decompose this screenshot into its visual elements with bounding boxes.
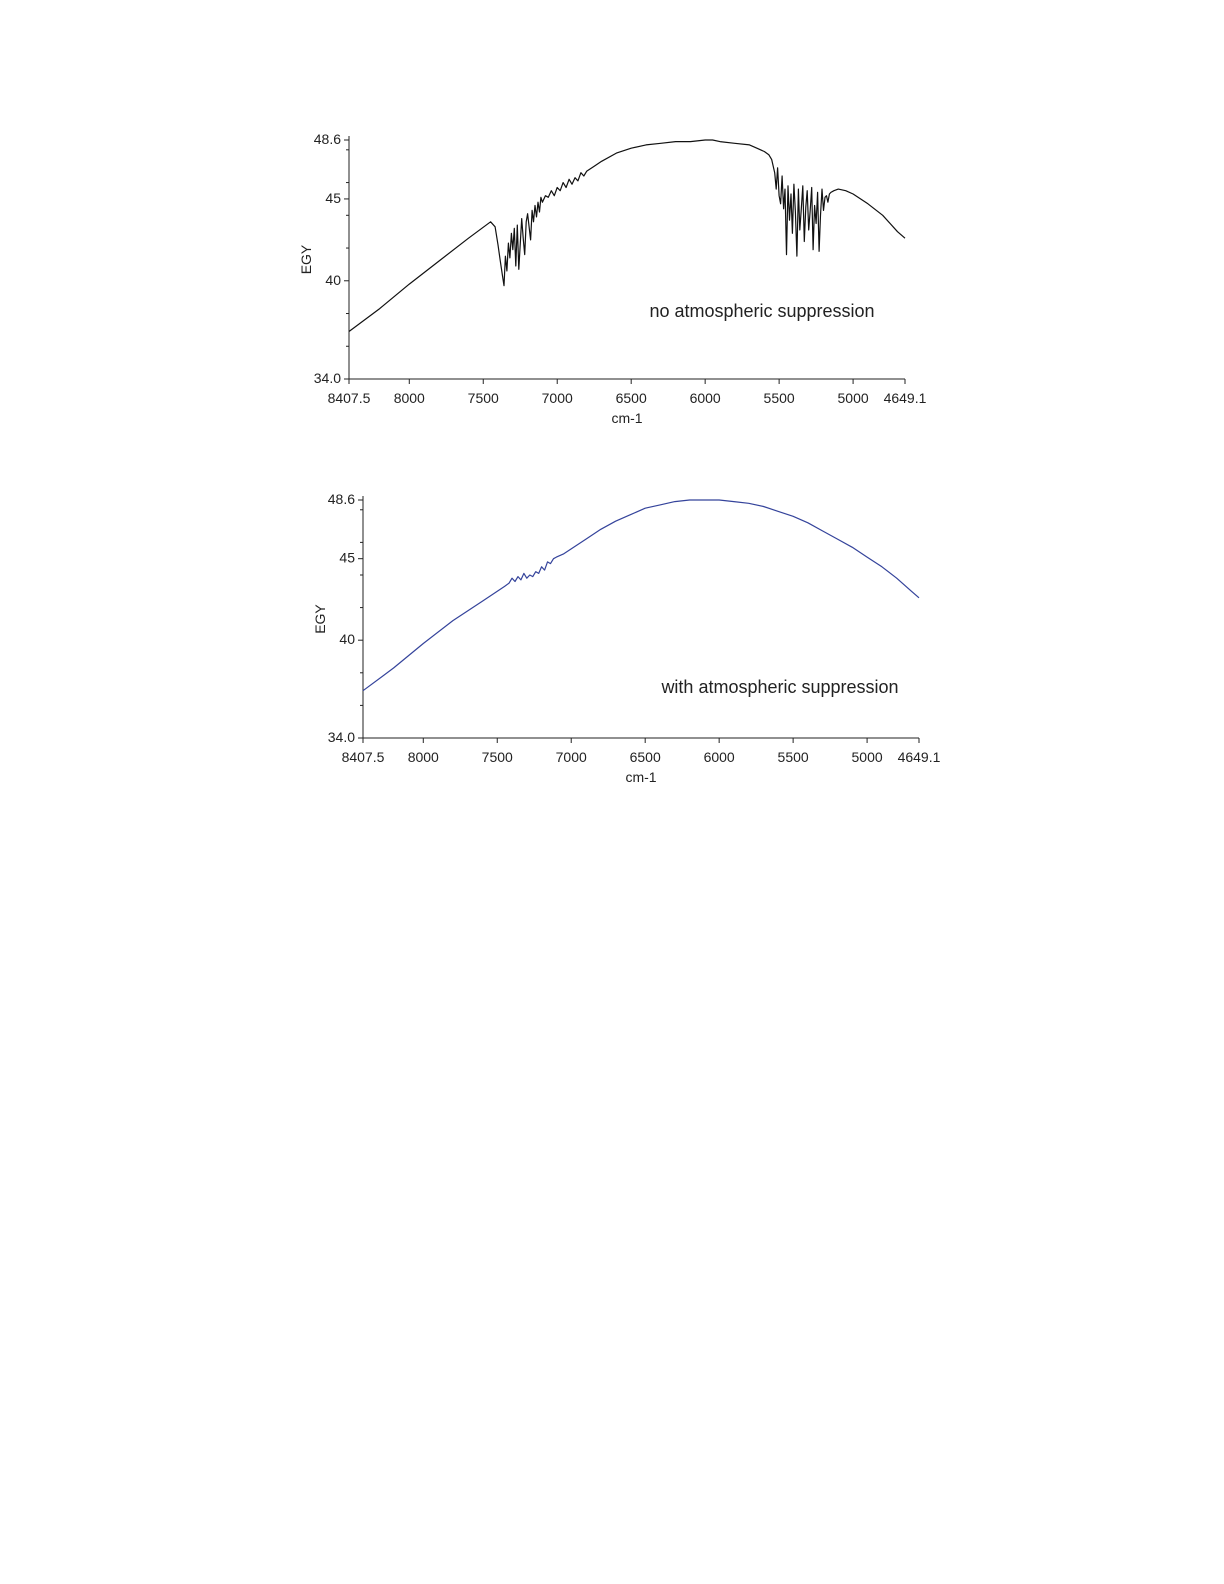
top-x-tick-label: 6500 <box>615 390 647 406</box>
bottom-x-axis-label: cm-1 <box>625 769 657 785</box>
bottom-y-tick-label: 48.6 <box>327 491 355 507</box>
chart-svg-top <box>0 0 1224 440</box>
bottom-series-line-0 <box>363 500 919 691</box>
bottom-x-tick-label: 4649.1 <box>897 749 941 765</box>
top-y-tick-label: 40 <box>325 271 341 288</box>
bottom-y-axis-label: EGY <box>312 604 328 634</box>
bottom-y-tick-label: 34.0 <box>327 729 355 745</box>
bottom-y-tick-label: 40 <box>339 631 355 648</box>
top-annotation: no atmospheric suppression <box>649 301 875 321</box>
bottom-y-tick-label: 45 <box>339 549 355 566</box>
bottom-x-tick-label: 8000 <box>407 749 439 765</box>
top-y-axis-label: EGY <box>298 244 314 275</box>
top-x-axis-label: cm-1 <box>611 410 643 426</box>
bottom-x-tick-label: 8407.5 <box>341 749 385 765</box>
top-x-tick-label: 7000 <box>541 390 573 406</box>
bottom-annotation: with atmospheric suppression <box>661 677 899 697</box>
top-x-tick-label: 8407.5 <box>327 390 371 406</box>
top-x-tick-label: 8000 <box>393 390 425 406</box>
top-x-tick-label: 5000 <box>837 390 869 406</box>
top-y-tick-label: 48.6 <box>313 131 341 147</box>
spectrum-chart-bottom <box>0 440 1224 840</box>
top-x-tick-label: 5500 <box>763 390 795 406</box>
top-y-tick-label: 34.0 <box>313 370 341 386</box>
spectrum-chart-top <box>0 0 1224 440</box>
bottom-x-tick-label: 6000 <box>703 749 735 765</box>
top-x-tick-label: 4649.1 <box>883 390 927 406</box>
top-x-tick-label: 7500 <box>467 390 499 406</box>
top-y-tick-label: 45 <box>325 189 341 206</box>
bottom-x-tick-label: 7500 <box>481 749 513 765</box>
chart-svg-bottom <box>0 440 1224 840</box>
bottom-x-tick-label: 6500 <box>629 749 661 765</box>
top-x-tick-label: 6000 <box>689 390 721 406</box>
bottom-x-tick-label: 7000 <box>555 749 587 765</box>
bottom-x-tick-label: 5500 <box>777 749 809 765</box>
bottom-x-tick-label: 5000 <box>851 749 883 765</box>
